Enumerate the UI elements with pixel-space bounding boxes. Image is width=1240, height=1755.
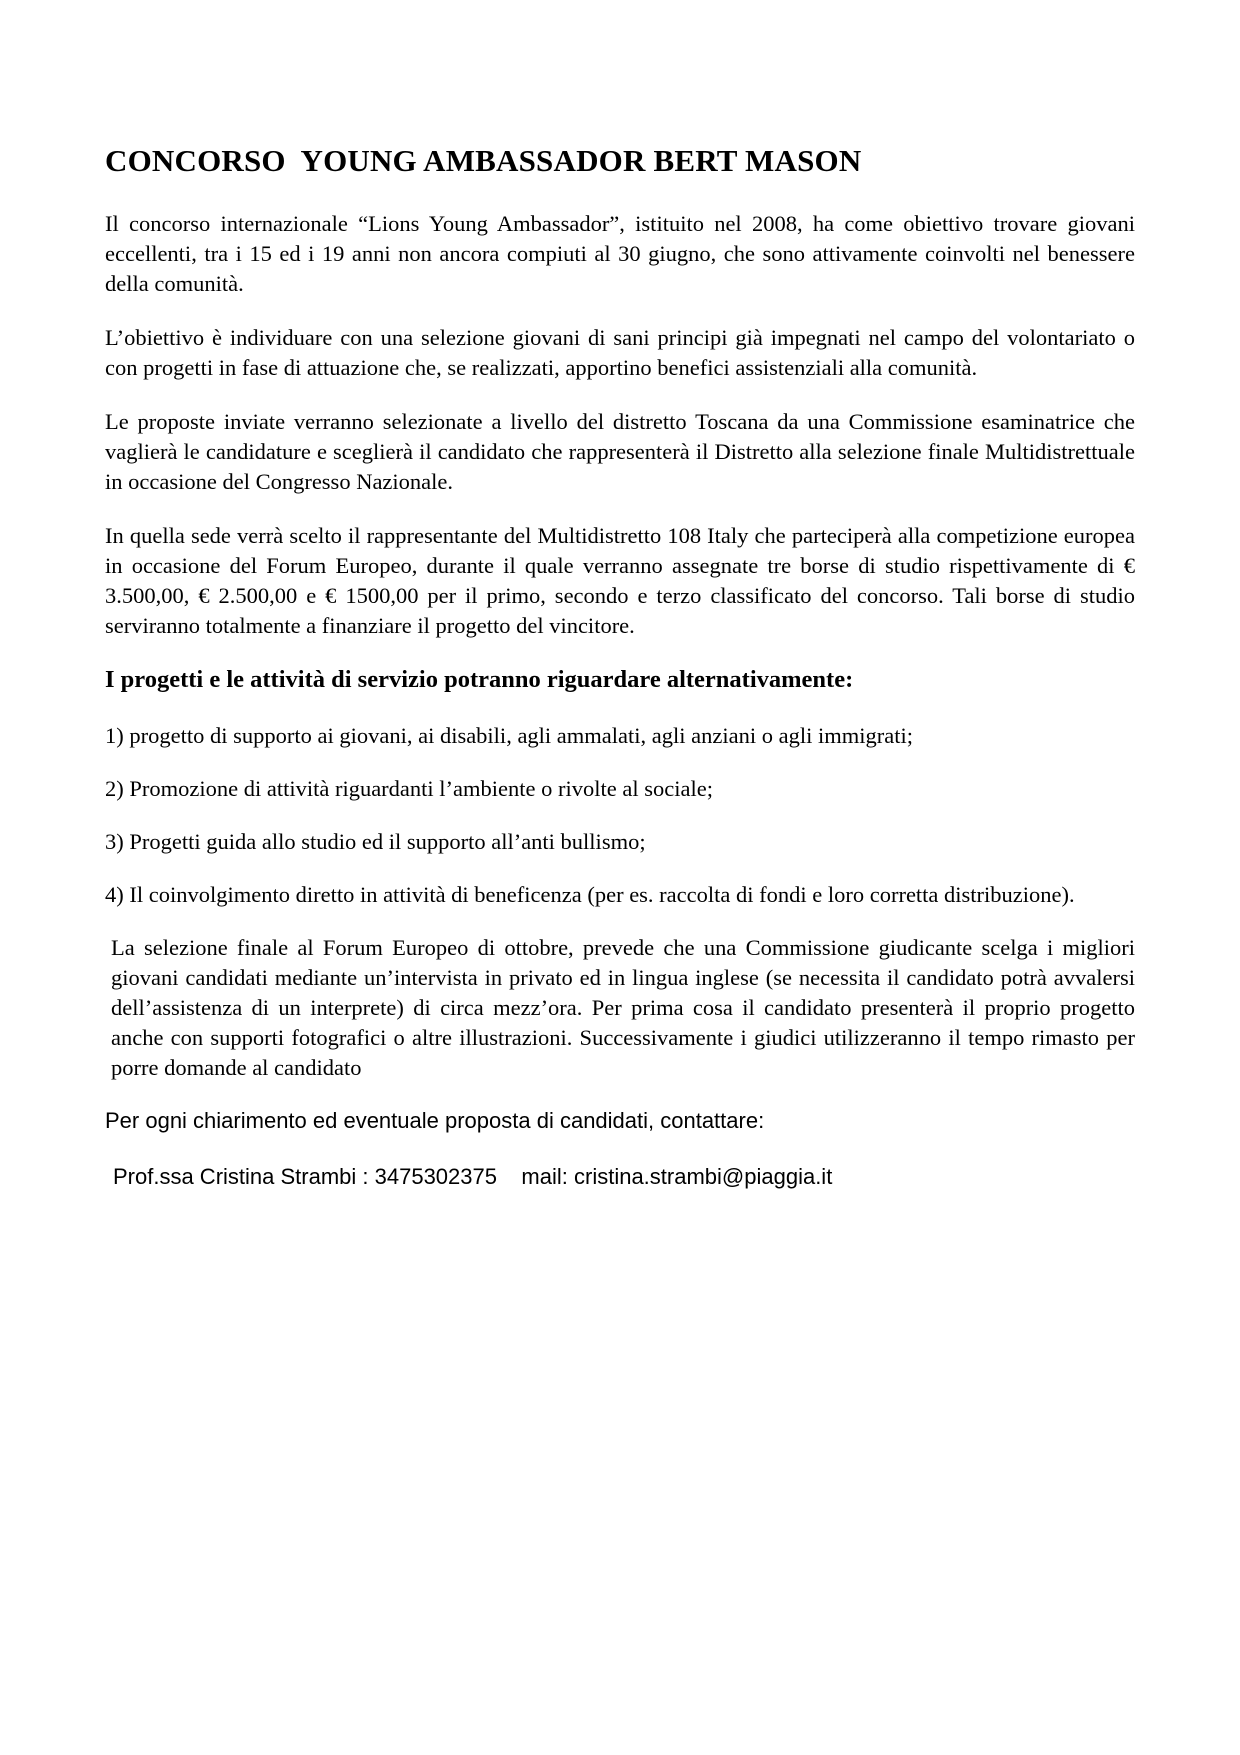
projects-section-heading: I progetti e le attività di servizio potranno riguardare alternativamente: bbox=[105, 665, 854, 693]
intro-paragraph: Il concorso internazionale “Lions Young Ambassador”, istituito nel 2008, ha come obiettivo trovare giovani eccellenti, tra i 15 ed i 19 anni non ancora compiuti al 30 giugno, che sono attivamente coinvolti nel benessere della comunità. bbox=[105, 210, 1135, 296]
contact-intro: Per ogni chiarimento ed eventuale proposta di candidati, contattare: bbox=[105, 1107, 765, 1133]
list-item-4: 4) Il coinvolgimento diretto in attività di beneficenza (per es. raccolta di fondi e loro corretta distribuzione). bbox=[105, 881, 1075, 907]
list-item-1: 1) progetto di supporto ai giovani, ai disabili, agli ammalati, agli anziani o agli immigrati; bbox=[105, 722, 913, 748]
scholarship-paragraph: In quella sede verrà scelto il rappresentante del Multidistretto 108 Italy che parteciperà alla competizione europea in occasione del Forum Europeo, durante il quale verranno assegnate tre borse di studio rispettivamente di € 3.500,00, € 2.500,00 e € 1500,00 per il primo, secondo e terzo classificato del concorso. Tali borse di studio serviranno totalmente a finanziare il progetto del vincitore. bbox=[105, 522, 1135, 638]
contact-block bbox=[105, 1107, 1135, 1191]
objective-paragraph: L’obiettivo è individuare con una selezione giovani di sani principi già impegnati nel campo del volontariato o con progetti in fase di attuazione che, se realizzati, apportino benefici assistenziali alla comunità. bbox=[105, 324, 1135, 380]
selection-process-paragraph: Le proposte inviate verranno selezionate a livello del distretto Toscana da una Commissione esaminatrice che vaglierà le candidature e sceglierà il candidato che rappresenterà il Distretto alla selezione finale Multidistrettuale in occasione del Congresso Nazionale. bbox=[105, 408, 1135, 494]
list-item-3: 3) Progetti guida allo studio ed il supporto all’anti bullismo; bbox=[105, 828, 646, 854]
final-selection-paragraph: La selezione finale al Forum Europeo di ottobre, prevede che una Commissione giudicante scelga i migliori giovani candidati mediante un’intervista in privato ed in lingua inglese (se necessita il candidato potrà avvalersi dell’assistenza di un interprete) di circa mezz’ora. Per prima cosa il candidato presenterà il proprio progetto anche con supporti fotografici o altre illustrazioni. Successivamente i giudici utilizzeranno il tempo rimasto per porre domande al candidato bbox=[111, 934, 1135, 1080]
document-title: CONCORSO YOUNG AMBASSADOR BERT MASON bbox=[105, 143, 862, 178]
list-item-2: 2) Promozione di attività riguardanti l’ambiente o rivolte al sociale; bbox=[105, 775, 713, 801]
contact-details: Prof.ssa Cristina Strambi : 3475302375 mail: cristina.strambi@piaggia.it bbox=[113, 1163, 833, 1189]
